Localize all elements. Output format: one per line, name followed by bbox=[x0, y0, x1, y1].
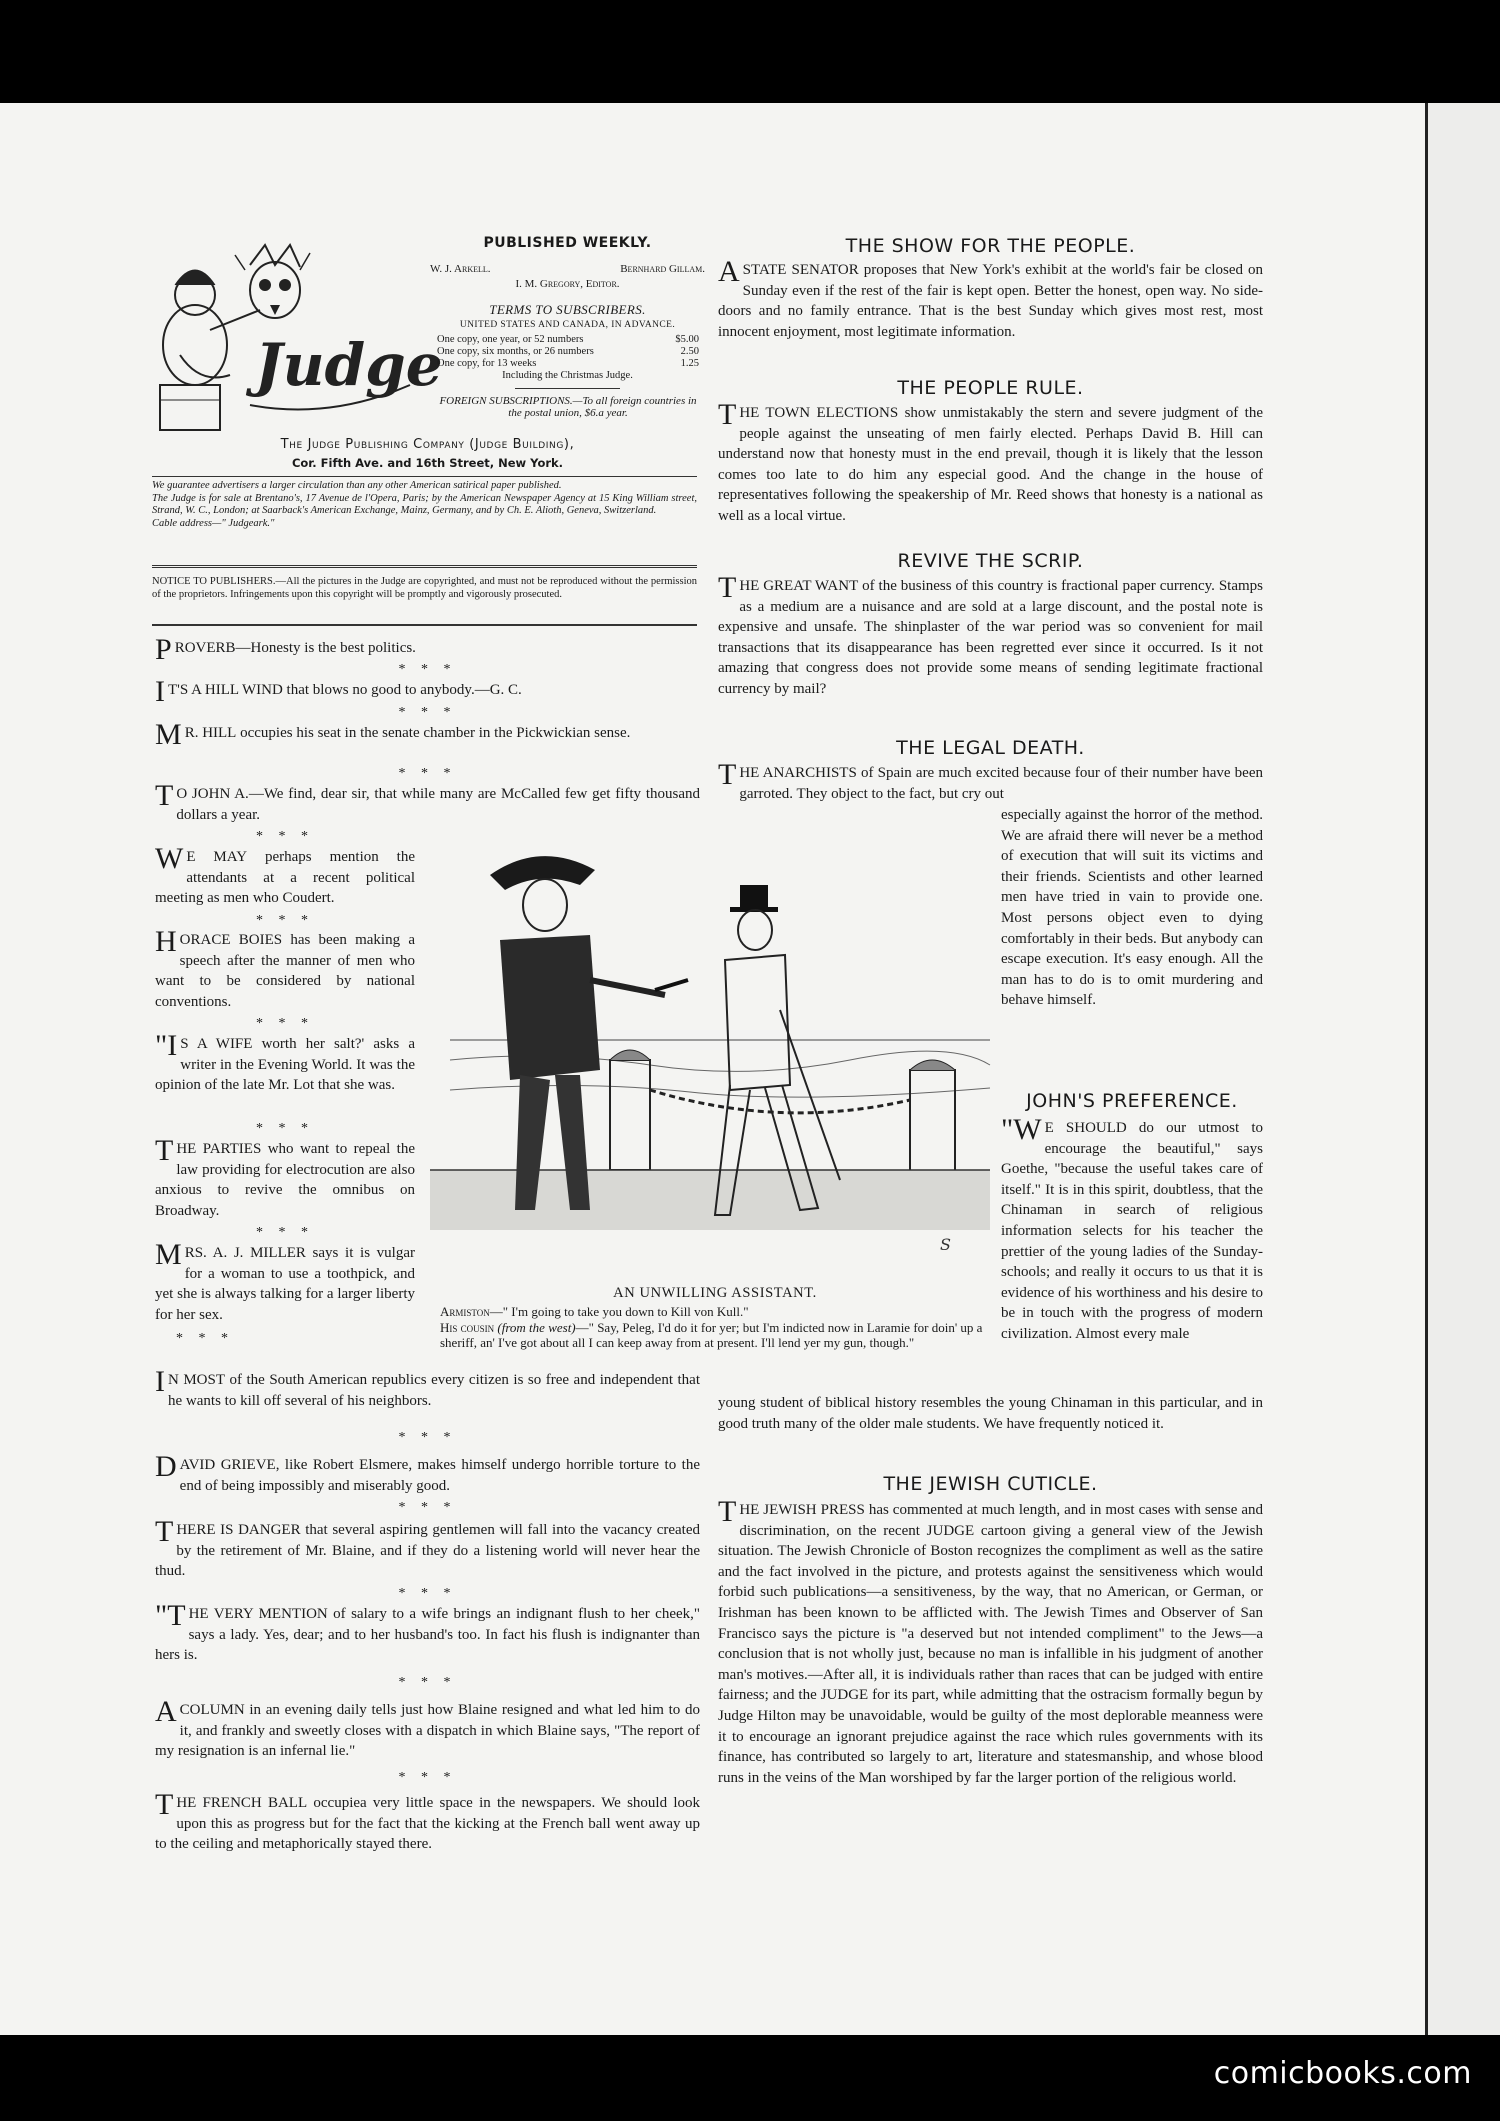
site-watermark[interactable]: comicbooks.com bbox=[1213, 2056, 1472, 2091]
heading-revive-scrip: REVIVE THE SCRIP. bbox=[897, 550, 1084, 572]
cartoon-caption bbox=[440, 1304, 990, 1351]
foreign-subscriptions: FOREIGN SUBSCRIPTIONS.—To all foreign countries in the postal union, $6.a year. bbox=[439, 395, 697, 419]
section-stars: * * * bbox=[398, 1770, 457, 1785]
article-johns-preference-cont: young student of biblical history resembles the young Chinaman in this particular, and in good truth many of the older male students. We have frequently noticed it. bbox=[718, 1395, 1263, 1432]
terms-title: TERMS TO SUBSCRIBERS. bbox=[489, 302, 646, 317]
judge-logo bbox=[150, 235, 443, 440]
publisher-right: Bernhard Gillam. bbox=[620, 263, 705, 275]
heading-jewish-cuticle: THE JEWISH CUTICLE. bbox=[883, 1473, 1098, 1495]
cartoon-title: AN UNWILLING ASSISTANT. bbox=[613, 1285, 817, 1301]
section-stars: * * * bbox=[398, 1500, 457, 1515]
section-stars: * * * bbox=[398, 705, 457, 720]
paragraph-mrs-miller: MRS. A. J. MILLER says it is vulgar for a woman to use a toothpick, and yet she is always talking for a larger liberty for her sex. bbox=[155, 1238, 415, 1323]
heading-legal-death: THE LEGAL DEATH. bbox=[896, 737, 1085, 759]
paragraph-blaine-column: A COLUMN in an evening daily tells just how Blaine resigned and what led him to do it, and frankly and sweetly closes with a dispatch in which Blaine says, "The report of my resignation is an infernal lie." bbox=[155, 1695, 700, 1760]
terms-row: One copy, one year, or 52 numbers $5.00 bbox=[437, 334, 699, 345]
terms-list bbox=[437, 334, 699, 370]
paragraph-horace-boies: HORACE BOIES has been making a speech after the manner of men who want to be considered by national conventions. bbox=[155, 925, 415, 1010]
paragraph-david-grieve: DAVID GRIEVE, like Robert Elsmere, makes himself undergo horrible torture to the end of being impossibly and miserably good. bbox=[155, 1450, 700, 1494]
article-jewish-cuticle: THE JEWISH PRESS has commented at much length, and in most cases with sense and discrimination, on the recent JUDGE cartoon giving a general view of the Jewish situation. The Jewish Chronicle of Boston recognizes the compliment as well as the satire and the fact involved in the picture, and protests against the sensitiveness which would forbid such publications—a sensitiveness, by the way, that no American, or German, or Irishman has been known to be afflicted with. The Jewish Times and Observer of San Francisco says the picture is "a deserved but not intended compliment" to the Jews—a conclusion that is not wholly just, because no man is infallible in his judgment of another man's motives.—After all, it is individuals rather than races that can be judged with entire fairness; and the JUDGE for its part, while admitting that the ostracism formally begun by Judge Hilton may be unavoidable, would be guilty of the most deplorable meanness were it to encourage an ignorant prejudice against the race which rules governments with its finance, has contributed so largely to art, literature and statesmanship, and whose blood runs in the veins of the Man worshiped by far the larger portion of the religious world. bbox=[718, 1495, 1263, 1786]
published-weekly: PUBLISHED WEEKLY. bbox=[483, 235, 652, 251]
artist-signature: S bbox=[940, 1235, 951, 1254]
article-revive-scrip: THE GREAT WANT of the business of this country is fractional paper currency. Stamps as a medium are a nuisance and are sold at a large discount, and the postal note is expensive and unsafe. The shinplaster of the war period was so convenient for mail transactions that its disappearance has been regretted ever since it occurred. Is it not amazing that congress does not provide some means of sending legitimate fractional currency by mail? bbox=[718, 571, 1264, 697]
caption-line-cousin: His cousin (from the west)—" Say, Peleg, I'd do it for yer; but I'm indicted now in Laramie for doin' up a sheriff, an' I've got about all I can keep away from at present. I'll lend yer my gun, though." bbox=[440, 1319, 983, 1350]
article-legal-death-intro: THE ANARCHISTS of Spain are much excited because four of their number have been garroted. They object to the fact, but cry out bbox=[718, 758, 1264, 802]
section-stars: * * * bbox=[398, 766, 457, 781]
sale-locations: The Judge is for sale at Brentano's, 17 Avenue de l'Opera, Paris; by the American Newspaper Agency at 15 King William street, Strand, W. C., London; at Saarback's American Exchange, Mainz, Germany, and by Ch. E. Alioth, Geneva, Switzerland. bbox=[152, 492, 697, 516]
section-stars: * * * bbox=[398, 1675, 457, 1690]
heading-johns-preference: JOHN'S PREFERENCE. bbox=[1026, 1090, 1238, 1112]
section-stars: * * * bbox=[398, 1586, 457, 1601]
paragraph-parties: THE PARTIES who want to repeal the law providing for electrocution are also anxious to revive the omnibus on Broadway. bbox=[155, 1134, 416, 1219]
paragraph-danger: THERE IS DANGER that several aspiring gentlemen will fall into the vacancy created by the retirement of Mr. Blaine, and if they do a listening world will never hear the thud. bbox=[155, 1515, 700, 1580]
paragraph-we-may: W E MAY perhaps mention the attendants at a recent political meeting as men who Coudert. bbox=[155, 842, 415, 907]
publishing-company: The Judge Publishing Company (Judge Building), bbox=[280, 437, 575, 452]
notice-to-publishers: NOTICE TO PUBLISHERS.—All the pictures in the Judge are copyrighted, and must not be reproduced without the permission of the proprietors. Infringements upon this copyright will be promptly and vigorously prosecuted. bbox=[152, 576, 697, 600]
article-show-for-people: A STATE SENATOR proposes that New York's exhibit at the world's fair be closed on Sunday even if the rest of the fair is kept open. Better the honest, open way. No side-doors and no family entrance. That is the best Sunday which gives most rest, most innocent enjoyment, most legitimate information. bbox=[718, 255, 1263, 340]
section-stars: * * * bbox=[256, 829, 314, 844]
publisher-address: Cor. Fifth Ave. and 16th Street, New York. bbox=[291, 456, 564, 470]
divider bbox=[152, 624, 697, 626]
cable-address: Cable address—" Judgeark." bbox=[152, 517, 275, 529]
cartoon-illustration bbox=[430, 830, 990, 1270]
terms-region: UNITED STATES AND CANADA, IN ADVANCE. bbox=[459, 320, 676, 330]
caption-line-armiston: Armiston—" I'm going to take you down to Kill von Kull." bbox=[440, 1304, 749, 1319]
section-stars: * * * bbox=[398, 1430, 457, 1445]
publishers bbox=[430, 263, 705, 275]
divider bbox=[152, 565, 697, 568]
adjacent-page-edge bbox=[1425, 103, 1500, 2035]
divider bbox=[152, 476, 697, 477]
article-people-rule: THE TOWN ELECTIONS show unmistakably the stern and severe judgment of the people against the unseating of men fairly elected. Perhaps David B. Hill can understand now that honesty must in the end prevail, though it is likely that the lesson comes too late to do him any especial good. And the change in the house of representatives following the speakership of Mr. Reed shows that honesty is a national as well as a local virtue. bbox=[718, 398, 1263, 524]
guarantee-text: We guarantee advertisers a larger circulation than any other American satirical paper published. bbox=[152, 480, 562, 491]
section-stars: * * * bbox=[398, 662, 457, 677]
logo-wordmark: Judge bbox=[255, 331, 443, 399]
section-stars: * * * bbox=[256, 1225, 314, 1240]
paragraph-hill-wind: I T'S A HILL WIND that blows no good to anybody.—G. C. bbox=[155, 675, 522, 708]
section-stars: * * * bbox=[176, 1331, 234, 1346]
divider bbox=[515, 388, 620, 389]
heading-people-rule: THE PEOPLE RULE. bbox=[897, 377, 1084, 399]
paragraph-proverb: PROVERB—Honesty is the best politics. bbox=[155, 633, 416, 666]
editor-line: I. M. Gregory, Editor. bbox=[515, 278, 620, 290]
terms-note: Including the Christmas Judge. bbox=[502, 370, 633, 381]
article-johns-preference: "W E SHOULD do our utmost to encourage the beautiful," says Goethe, "because the useful takes care of itself." It is in this spirit, doubtless, that the Chinaman in search of religious information selects for his teacher the prettier of the young ladies of the Sunday-schools; and really it occurs to us that it is evidence of his worthiness and his desire to be in touch with the progress of modern civilization. Almost every male bbox=[1001, 1113, 1263, 1342]
terms-row: One copy, for 13 weeks 1.25 bbox=[437, 358, 699, 369]
guarantee-block bbox=[152, 480, 697, 530]
article-legal-death-body: especially against the horror of the method. We are afraid there will never be a method of execution that will suit its victims and their friends. Scientists and other learned men have tried in vain to provide one. Most persons object even to dying comfortably in their beds. But anybody can escape execution. It's easy enough. All the man has to do is to omit murdering and behave himself. bbox=[1001, 807, 1263, 1009]
paragraph-mr-hill: M R. HILL occupies his seat in the senate chamber in the Pickwickian sense. bbox=[155, 718, 631, 751]
paragraph-wife-salt: "I S A WIFE worth her salt?' asks a writer in the Evening World. It was the opinion of the late Mr. Lot that she was. bbox=[155, 1029, 415, 1094]
publisher-left: W. J. Arkell. bbox=[430, 263, 491, 275]
terms-row: One copy, six months, or 26 numbers 2.50 bbox=[437, 346, 699, 357]
paragraph-south-american: I N MOST of the South American republics every citizen is so free and independent that he wants to kill off several of his neighbors. bbox=[155, 1365, 701, 1409]
paragraph-salary: "THE VERY MENTION of salary to a wife brings an indignant flush to her cheek," says a lady. Yes, dear; and to her husband's too. In fact his flush is indignanter than hers is. bbox=[155, 1599, 701, 1664]
heading-show-for-people: THE SHOW FOR THE PEOPLE. bbox=[845, 235, 1136, 257]
section-stars: * * * bbox=[256, 1016, 314, 1031]
section-stars: * * * bbox=[256, 913, 314, 928]
paragraph-french-ball: THE FRENCH BALL occupiea very little space in the newspapers. We should look upon this as progress but for the fact that the kicking at the French ball went away up to the ceiling and metaphorically stayed there. bbox=[155, 1788, 700, 1853]
top-scan-border bbox=[0, 0, 1500, 103]
section-stars: * * * bbox=[256, 1121, 314, 1136]
paragraph-john-a: T O JOHN A.—We find, dear sir, that while many are McCalled few get fifty thousand dollars a year. bbox=[155, 779, 700, 823]
